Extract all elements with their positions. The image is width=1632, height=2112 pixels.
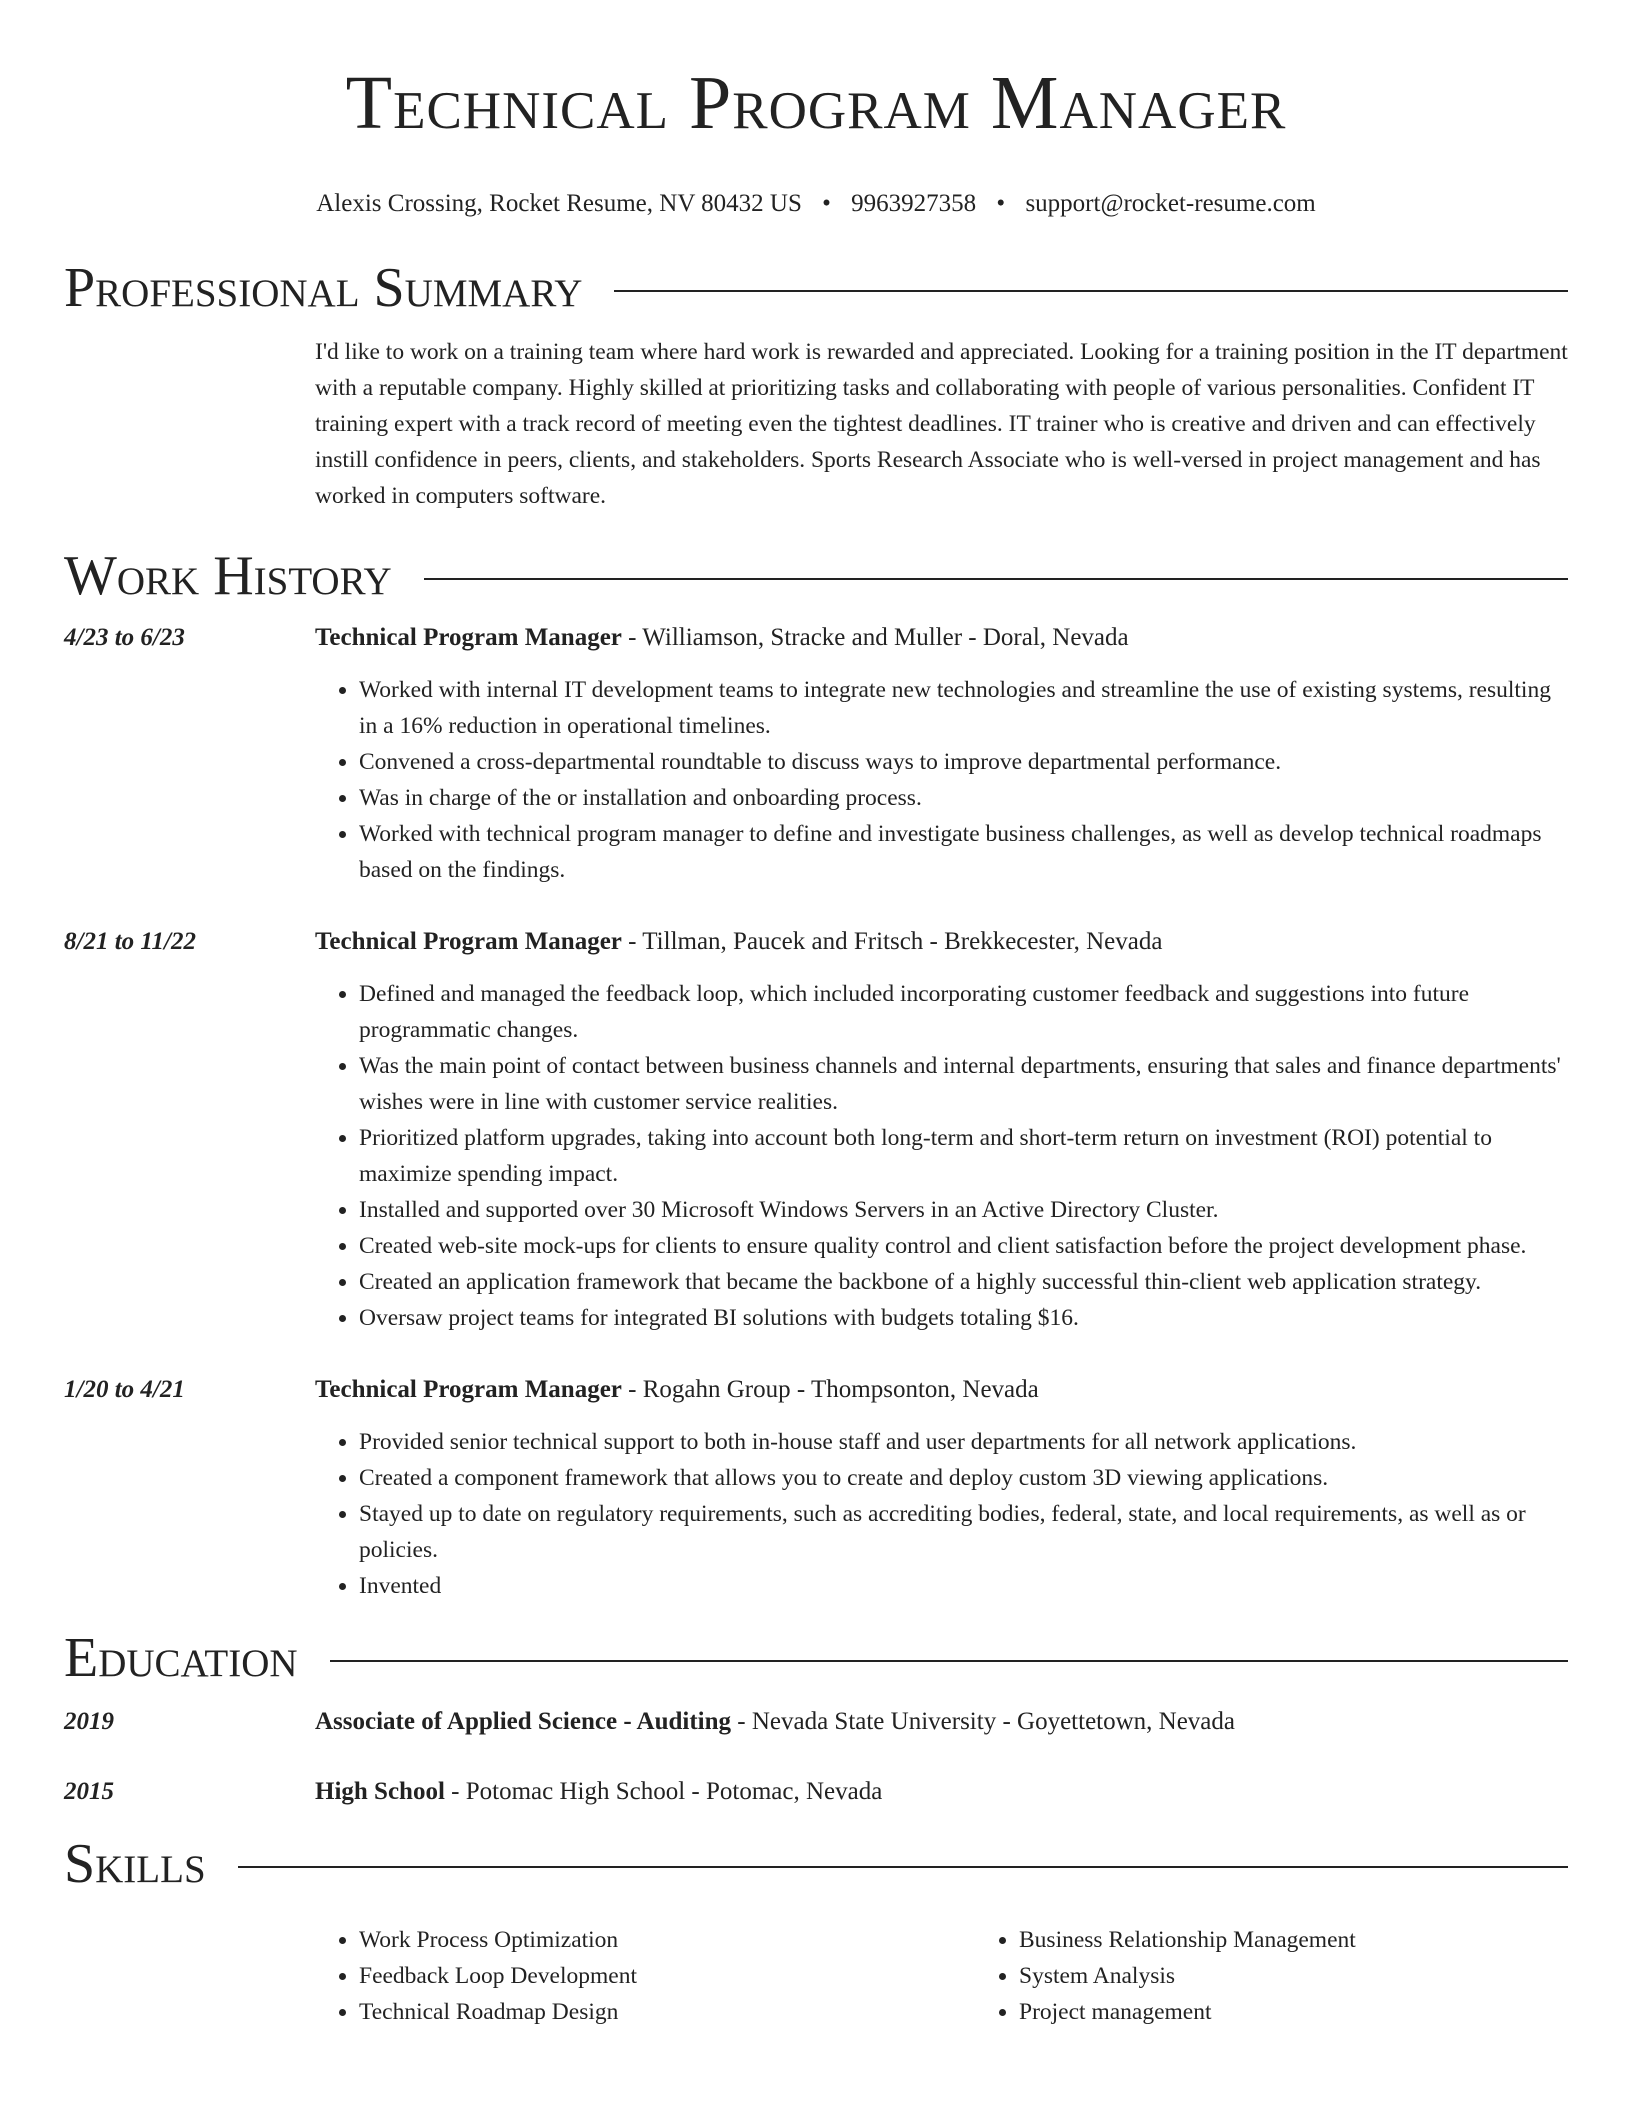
contact-separator: •	[822, 190, 831, 217]
job-entry	[64, 1372, 1568, 1604]
list-item: • Oversaw project teams for integrated BI solutions with budgets totaling $16.	[359, 1300, 1568, 1336]
section-heading: Skills	[64, 1833, 206, 1895]
education-details: - Potomac High School - Potomac, Nevada	[444, 1778, 883, 1805]
list-item: • Created an application framework that became the backbone of a highly successful thin-client web application strategy.	[359, 1264, 1568, 1300]
list-item: • Provided senior technical support to both in-house staff and user departments for all network applications.	[359, 1424, 1568, 1460]
skills-columns	[315, 1910, 1568, 2030]
job-bullets	[315, 1424, 1568, 1604]
skill-item: • Feedback Loop Development	[359, 1958, 975, 1994]
section-summary-header	[64, 256, 1568, 320]
job-bullets	[315, 976, 1568, 1336]
skill-item: • Business Relationship Management	[1019, 1922, 1568, 1958]
job-title: Technical Program Manager	[315, 624, 622, 651]
list-item: • Created web-site mock-ups for clients to ensure quality control and client satisfaction before the project development phase.	[359, 1228, 1568, 1264]
skills-list-right	[975, 1922, 1568, 2030]
list-item: • Stayed up to date on regulatory requirements, such as accrediting bodies, federal, state, and local requirements, as well as or policies.	[359, 1496, 1568, 1568]
list-item: • Worked with technical program manager to define and investigate business challenges, as well as develop technical roadmaps based on the findings.	[359, 816, 1568, 888]
list-item: • Was in charge of the or installation and onboarding process.	[359, 780, 1568, 816]
contact-address: Alexis Crossing, Rocket Resume, NV 80432 US	[316, 190, 802, 217]
section-heading: Education	[64, 1627, 298, 1689]
page-title: Technical Program Manager	[345, 61, 1287, 145]
job-heading	[315, 1372, 1568, 1408]
section-work-header	[64, 544, 1568, 608]
list-item: • Was the main point of contact between business channels and internal departments, ensuring that sales and finance departments' wishes were in line with customer service realities.	[359, 1048, 1568, 1120]
section-divider	[330, 1660, 1568, 1662]
job-title: Technical Program Manager	[315, 1376, 622, 1403]
contact-phone: 9963927358	[851, 190, 977, 217]
education-entry	[64, 1774, 1568, 1810]
list-item: • Installed and supported over 30 Microsoft Windows Servers in an Active Directory Cluster.	[359, 1192, 1568, 1228]
contact-email: support@rocket-resume.com	[1025, 190, 1316, 217]
skill-item: • Work Process Optimization	[359, 1922, 975, 1958]
job-details: - Williamson, Stracke and Muller - Doral, Nevada	[621, 624, 1129, 651]
skills-list-left	[315, 1922, 975, 2030]
education-degree: High School	[315, 1778, 445, 1805]
section-skills-header	[64, 1832, 1568, 1896]
list-item: • Worked with internal IT development teams to integrate new technologies and streamline the use of existing systems, resulting in a 16% reduction in operational timelines.	[359, 672, 1568, 744]
education-details: - Nevada State University - Goyettetown, Nevada	[731, 1708, 1236, 1735]
section-heading: Professional Summary	[64, 257, 583, 319]
summary-section	[64, 334, 1568, 514]
job-heading	[315, 924, 1568, 960]
section-divider	[238, 1866, 1568, 1868]
job-title: Technical Program Manager	[315, 928, 622, 955]
contact-line	[64, 188, 1568, 220]
section-divider	[424, 578, 1568, 580]
skill-item: • Technical Roadmap Design	[359, 1994, 975, 2030]
job-dates: 1/20 to 4/21	[64, 1376, 185, 1403]
job-details: - Tillman, Paucek and Fritsch - Brekkecester, Nevada	[621, 928, 1163, 955]
list-item: • Invented	[359, 1568, 1568, 1604]
section-heading: Work History	[64, 545, 392, 607]
job-details: - Rogahn Group - Thompsonton, Nevada	[621, 1376, 1039, 1403]
education-year: 2019	[64, 1708, 114, 1735]
section-divider	[614, 290, 1568, 292]
job-entry	[64, 924, 1568, 1336]
job-entry	[64, 620, 1568, 888]
job-dates: 4/23 to 6/23	[64, 624, 185, 651]
contact-separator: •	[996, 190, 1006, 217]
job-bullets	[315, 672, 1568, 888]
education-degree: Associate of Applied Science - Auditing	[315, 1708, 731, 1735]
education-year: 2015	[64, 1778, 114, 1805]
education-heading	[315, 1704, 1568, 1740]
list-item: • Convened a cross-departmental roundtable to discuss ways to improve departmental performance.	[359, 744, 1568, 780]
education-entry	[64, 1704, 1568, 1740]
job-dates: 8/21 to 11/22	[64, 928, 196, 955]
skills-section	[64, 1896, 1568, 2030]
education-heading	[315, 1774, 1568, 1810]
skill-item: • System Analysis	[1019, 1958, 1568, 1994]
summary-text: I'd like to work on a training team where hard work is rewarded and appreciated. Looking for a training position in the IT department with a reputable company. Highly skilled at prioritizing tasks and collaborating with people of various personalities. Confident IT training expert with a track record of meeting even the tightest deadlines. IT trainer who is creative and driven and can effectively instill confidence in peers, clients, and stakeholders. Sports Research Associate who is well-versed in project management and has worked in computers software.	[315, 339, 1568, 509]
skill-item: • Project management	[1019, 1994, 1568, 2030]
list-item: • Prioritized platform upgrades, taking into account both long-term and short-term return on investment (ROI) potential to maximize spending impact.	[359, 1120, 1568, 1192]
list-item: • Created a component framework that allows you to create and deploy custom 3D viewing applications.	[359, 1460, 1568, 1496]
list-item: • Defined and managed the feedback loop, which included incorporating customer feedback and suggestions into future programmatic changes.	[359, 976, 1568, 1048]
job-heading	[315, 620, 1568, 656]
section-education-header	[64, 1626, 1568, 1690]
